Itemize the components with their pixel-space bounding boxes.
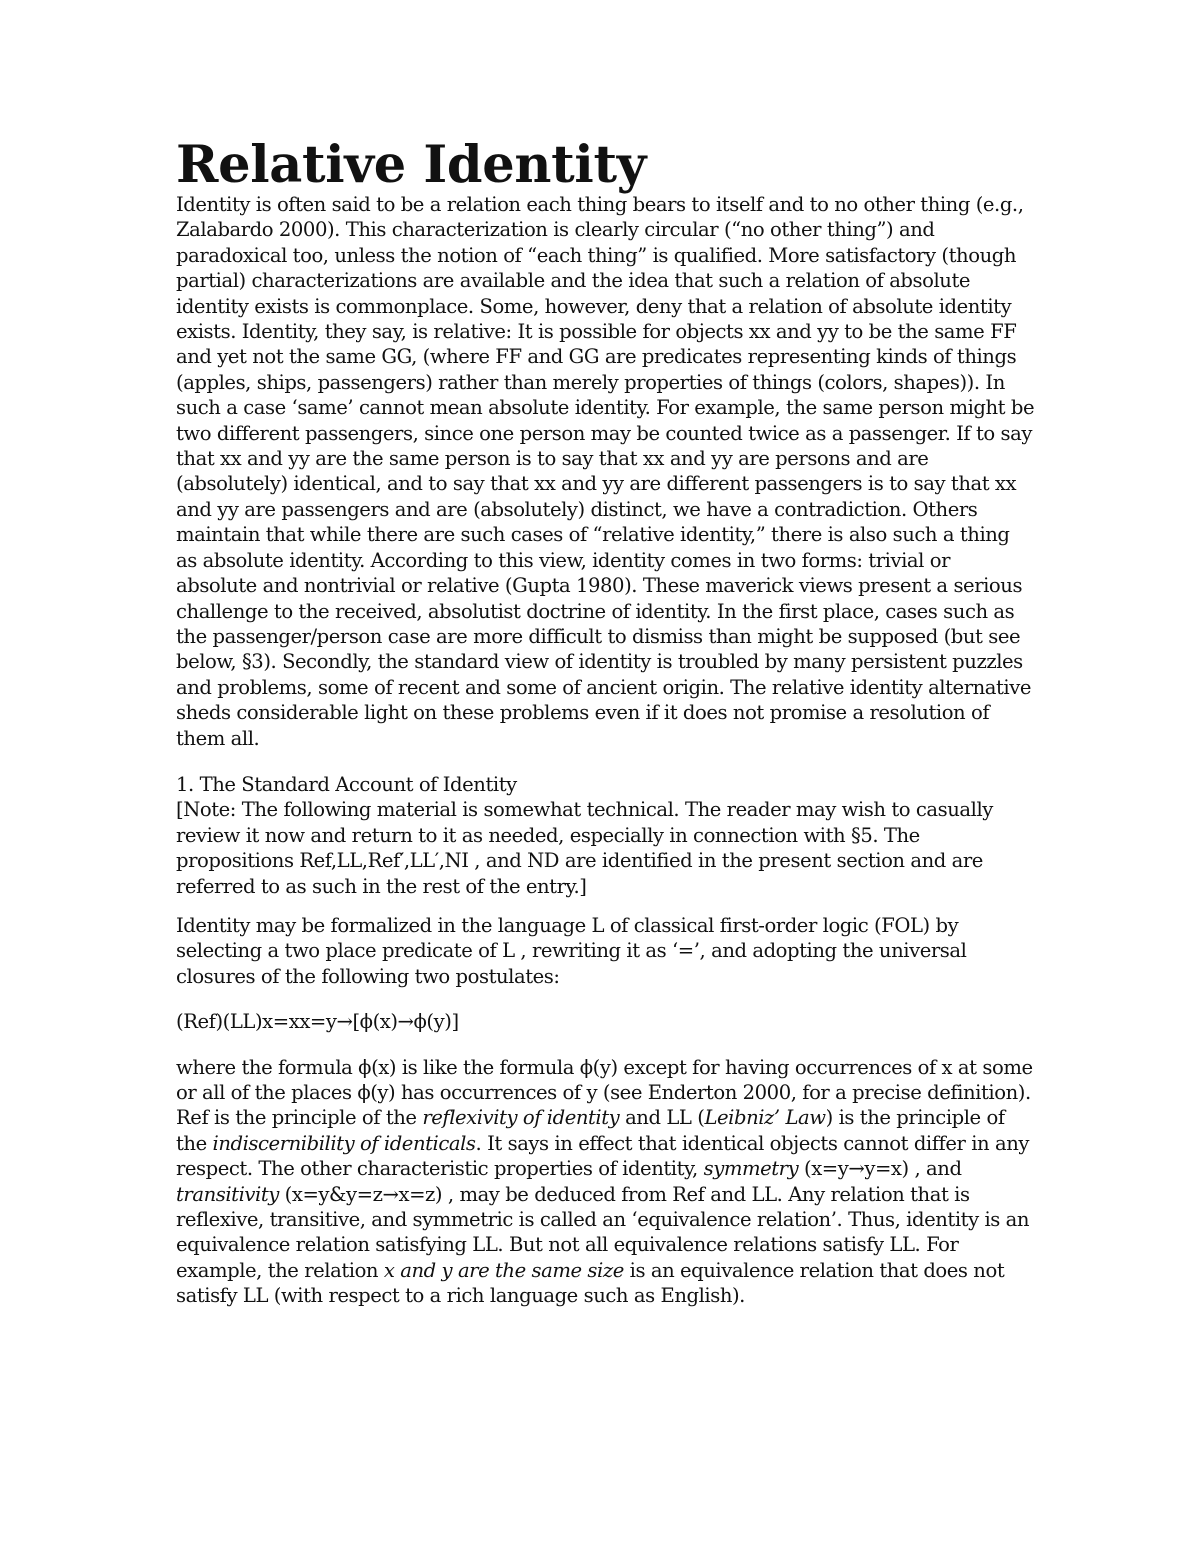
text-run: is an equivalence relation that does not satisfy LL (with respect to a rich language such as English). [176, 1258, 1005, 1308]
definition-paragraph [176, 1055, 1036, 1309]
page-title: Relative Identity [176, 135, 647, 195]
formula: (Ref)(LL)x=xx=y→[ϕ(x)→ϕ(y)] [176, 1010, 459, 1034]
emphasis-term: transitivity [176, 1182, 279, 1206]
emphasis-term: indiscernibility of identicals [212, 1131, 476, 1155]
text-run: (x=y→y=x) , and [798, 1157, 962, 1181]
emphasis-term: x and y are the same size [383, 1258, 624, 1282]
section-heading: 1. The Standard Account of Identity [176, 772, 517, 796]
document-page [176, 135, 1036, 1309]
text-run: where the formula ϕ(x) is like the formula ϕ(y) except for having occurrences of x at some or all of the places ϕ(y) has occurrences of y (see Enderton 2000, for a precise definition). Ref is the principle of the [176, 1055, 1033, 1130]
emphasis-term: Leibniz’ Law [704, 1106, 826, 1130]
emphasis-term: symmetry [703, 1157, 799, 1181]
text-run: . It says in effect that identical objects cannot differ in any respect. The other characteristic properties of identity, [176, 1131, 1029, 1181]
formalization-paragraph: Identity may be formalized in the language L of classical first-order logic (FOL) by selecting a two place predicate of L , rewriting it as ‘=’, and adopting the universal closures of the following two postulates: [176, 913, 967, 988]
intro-paragraph: Identity is often said to be a relation each thing bears to itself and to no other thing (e.g., Zalabardo 2000). This characterization is clearly circular (“no other thing”) and paradoxical too, unless the notion of “each thing” is qualified. More satisfactory (though partial) characterizations are available and the idea that such a relation of absolute identity exists is commonplace. Some, however, deny that a relation of absolute identity exists. Identity, they say, is relative: It is possible for objects xx and yy to be the same FF and yet not the same GG, (where FF and GG are predicates representing kinds of things (apples, ships, passengers) rather than merely properties of things (colors, shapes)). In such a case ‘same’ cannot mean absolute identity. For example, the same person might be two different passengers, since one person may be counted twice as a passenger. If to say that xx and yy are the same person is to say that xx and yy are persons and are (absolutely) identical, and to say that xx and yy are different passengers is to say that xx and yy are passengers and are (absolutely) distinct, we have a contradiction. Others maintain that while there are such cases of “relative identity,” there is also such a thing as absolute identity. According to this view, identity comes in two forms: trivial or absolute and nontrivial or relative (Gupta 1980). These maverick views present a serious challenge to the received, absolutist doctrine of identity. In the first place, cases such as the passenger/person case are more difficult to dismiss than might be supposed (but see below, §3). Secondly, the standard view of identity is troubled by many persistent puzzles and problems, some of recent and some of ancient origin. The relative identity alternative sheds considerable light on these problems even if it does not promise a resolution of them all. [176, 193, 1035, 750]
emphasis-term: reflexivity of identity [422, 1106, 620, 1130]
note-paragraph: [Note: The following material is somewhat technical. The reader may wish to casually review it now and return to it as needed, especially in connection with §5. The propositions Ref,LL,Ref′,LL′,NI , and ND are identified in the present section and are referred to as such in the rest of the entry.] [176, 798, 993, 898]
text-run: and LL ( [619, 1106, 705, 1130]
text-run: (x=y&y=z→x=z) , may be deduced from Ref and LL. Any relation that is reflexive, transitive, and symmetric is called an ‘equivalence relation’. Thus, identity is an equivalence relation satisfying LL. But not all equivalence relations satisfy LL. For example, the relation [176, 1182, 1030, 1282]
text-run: ) is the principle of the [176, 1106, 1005, 1155]
